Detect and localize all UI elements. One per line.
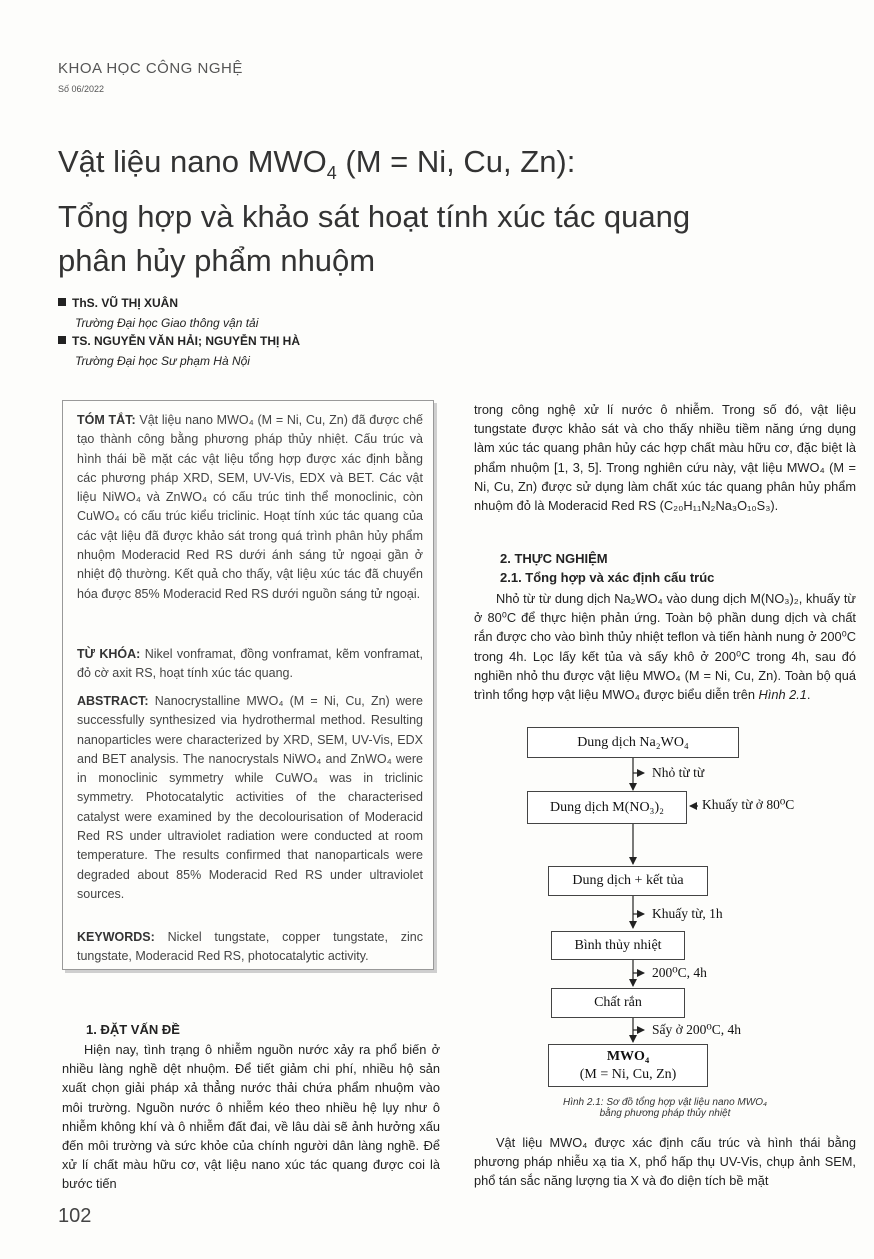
keywords-en: [77, 928, 423, 967]
keywords-en-text: Nickel tungstate, copper tungstate, zinc tungstate, Moderacid Red RS, photocatalytic activity.: [77, 930, 423, 964]
flow-box-autoclave: Bình thủy nhiệt: [551, 931, 685, 960]
keywords-en-label: KEYWORDS:: [77, 930, 155, 944]
caption-line2: bằng phương pháp thủy nhiệt: [599, 1108, 731, 1119]
flow-note-3: Khuấy từ, 1h: [652, 906, 723, 921]
issue-number: Số 06/2022: [58, 84, 105, 94]
section21-heading: 2.1. Tổng hợp và xác định cấu trúc: [500, 570, 715, 585]
section21-paragraph: Nhỏ từ từ dung dịch Na₂WO₄ vào dung dịch M(NO₃)₂, khuấy từ ở 80⁰C để thực hiện phản ứng. Toàn bộ phần dung dịch và chất rắn được cho vào bình thủy nhiệt teflon và tiến hành nung ở 200⁰C trong 4h. Lọc lấy kết tủa và sấy khô ở 200⁰C trong 4h, sau đó nghiền nhỏ thu được vật liệu MWO₄ (M = Ni, Cu, Zn). Toàn bộ quá trình tổng hợp vật liệu MWO₄ được biểu diễn trên Hình 2.1.: [474, 591, 856, 703]
author-1-affiliation: Trường Đại học Giao thông vận tải: [75, 316, 259, 330]
bullet-square-icon: [58, 336, 66, 344]
intro-continuation: trong công nghệ xử lí nước ô nhiễm. Trong số đó, vật liệu tungstate được khảo sát và cho thấy nhiều tiềm năng ứng dụng làm xúc tác quang phân hủy các hợp chất màu hữu cơ, đặc biệt là phẩm nhuộm [1, 3, 5]. Trong nghiên cứu này, vật liệu MWO₄ (M = Ni, Cu, Zn) được sử dụng làm chất xúc tác quang phân hủy phẩm nhuộm đỏ là Moderacid Red RS (C₂₀H₁₁N₂Na₃O₁₀S₃).: [474, 402, 856, 514]
title-line1-pre: Vật liệu nano MWO: [58, 144, 327, 179]
flow-box-mno3: Dung dịch M(NO₃)₂: [527, 791, 687, 824]
section-kicker: KHOA HỌC CÔNG NGHỆ: [58, 60, 243, 77]
figure-reference: Hình 2.1: [758, 687, 807, 703]
caption-line1: Hình 2.1: Sơ đồ tổng hợp vật liệu nano MWO₄: [563, 1097, 767, 1108]
page-number: 102: [58, 1205, 92, 1227]
flow-note-5: Sấy ở 200⁰C, 4h: [652, 1022, 742, 1037]
title-line2: Tổng hợp và khảo sát hoạt tính xúc tác quang: [58, 199, 691, 235]
flow-box-product: [548, 1044, 708, 1087]
section1-heading: 1. ĐẶT VẤN ĐỀ: [86, 1022, 180, 1037]
abstract-label: ABSTRACT:: [77, 694, 149, 708]
flow-side-note: Khuấy từ ở 80⁰C: [702, 797, 795, 812]
product-title: MWO₄: [606, 1049, 650, 1064]
author-2: [58, 334, 300, 348]
summary-vi: [77, 411, 423, 604]
flow-box-precipitate: Dung dịch + kết tủa: [548, 866, 708, 896]
flow-note-4: 200⁰C, 4h: [652, 965, 707, 980]
title-line1-post: (M = Ni, Cu, Zn):: [336, 144, 576, 179]
author-name: ThS. VŨ THỊ XUÂN: [72, 296, 179, 310]
keywords-vi-label: TỪ KHÓA:: [77, 647, 141, 661]
author-1: [58, 296, 178, 310]
flow-box-na2wo4: Dung dịch Na₂WO₄: [527, 727, 739, 758]
figure-caption: [474, 1097, 856, 1119]
flow-note-1: Nhỏ từ từ: [652, 765, 705, 780]
author-name: TS. NGUYỄN VĂN HẢI; NGUYỄN THỊ HÀ: [72, 334, 301, 348]
keywords-vi: [77, 645, 423, 684]
summary-label: TÓM TẮT:: [77, 413, 136, 427]
abstract-box: [62, 400, 434, 970]
title-line1-sub: 4: [326, 163, 337, 184]
after-figure-paragraph: Vật liệu MWO₄ được xác định cấu trúc và hình thái bằng phương pháp nhiễu xạ tia X, phổ hấp thụ UV-Vis, chụp ảnh SEM, phổ tán sắc năng lượng tia X và đo diện tích bề mặt: [474, 1135, 856, 1189]
article-title: [58, 140, 798, 283]
summary-text: Vật liệu nano MWO₄ (M = Ni, Cu, Zn) đã được chế tạo thành công bằng phương pháp thủy nhiệt. Cấu trúc và hình thái bề mặt các vật liệu tổng hợp được xác định bằng các phương pháp XRD, SEM, UV-Vis, EDX và BET. Các vật liệu NiWO₄ và ZnWO₄ có cấu trúc tinh thể monoclinic, còn CuWO₄ có cấu trúc kiểu triclinic. Hoạt tính xúc tác quang của các vật liệu đã được khảo sát trong quá trình phân hủy phẩm nhuộm Moderacid Red RS dưới ánh sáng tử ngoại gần ở nhiệt độ thường. Kết quả cho thấy, vật liệu xúc tác đã chuyển hóa được 85% Moderacid Red RS dưới nguồn sáng tử ngoại.: [77, 413, 423, 601]
title-line3: phân hủy phẩm nhuộm: [58, 243, 376, 279]
flow-box-solid: Chất rắn: [551, 988, 685, 1018]
author-2-affiliation: Trường Đại học Sư phạm Hà Nội: [75, 354, 250, 368]
product-subtitle: (M = Ni, Cu, Zn): [579, 1067, 677, 1082]
section21-text: Nhỏ từ từ dung dịch Na₂WO₄ vào dung dịch M(NO₃)₂, khuấy từ ở 80⁰C để thực hiện phản ứng. Toàn bộ phần dung dịch và chất rắn được cho vào bình thủy nhiệt teflon và tiến hành nung ở 200⁰C trong 4h. Lọc lấy kết tủa và sấy khô ở 200⁰C trong 4h, sau đó nghiền nhỏ thu được vật liệu MWO₄ (M = Ni, Cu, Zn). Toàn bộ quá trình tổng hợp vật liệu MWO₄ được biểu diễn trên: [474, 591, 856, 703]
keywords-vi-text: Nikel vonframat, đồng vonframat, kẽm vonframat, đỏ cờ axit RS, hoạt tính xúc tác quang.: [77, 647, 423, 681]
bullet-square-icon: [58, 298, 66, 306]
section2-heading: 2. THỰC NGHIỆM: [500, 551, 608, 566]
abstract-text: Nanocrystalline MWO₄ (M = Ni, Cu, Zn) were successfully synthesized via hydrothermal method. Resulting nanoparticles were characterized by XRD, SEM, UV-Vis, EDX and BET analysis. The nanocrystals NiWO₄ and ZnWO₄ were in monoclinic symmetry while CuWO₄ was in triclinic symmetry. Photocatalytic activities of the characterised catalyst were examined by the decolourisation of Moderacid Red RS under ultraviolet radiation were conducted at room temperature. The results confirmed that nanoparticals were degraded about 85% Moderacid Red RS under ultraviolet sources.: [77, 694, 424, 901]
abstract-en: [77, 692, 423, 904]
section1-paragraph: Hiện nay, tình trạng ô nhiễm nguồn nước xảy ra phổ biến ở nhiều làng nghề dệt nhuộm. Để tiết giảm chi phí, nhiều hộ sản xuất chọn giải pháp xả thẳng nước thải chứa phẩm nhuộm vào môi trường. Nguồn nước ô nhiễm kéo theo nhiều hệ lụy như ô nhiễm không khí và ô nhiễm đất đai, về lâu dài sẽ ảnh hưởng xấu đến môi trường và sức khỏe của chính người dân làng nghề. Để xử lí chất màu hữu cơ, vật liệu nano xúc tác quang được coi là bước tiến: [62, 1042, 440, 1192]
